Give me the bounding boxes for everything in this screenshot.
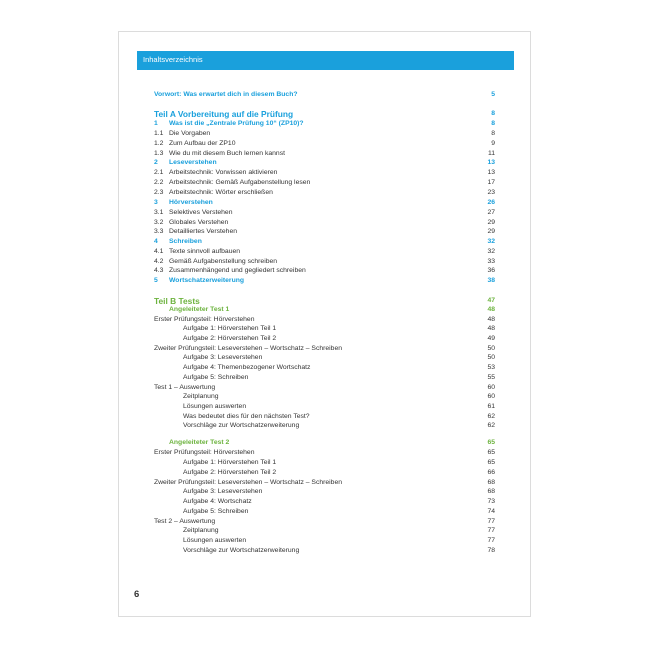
- toc-entry-page: 68: [487, 488, 495, 495]
- toc-entry-label: Teil A Vorbereitung auf die Prüfung: [154, 109, 294, 119]
- toc-entry-page: 77: [487, 537, 495, 544]
- toc-entry-label: Aufgabe 1: Hörverstehen Teil 1: [183, 325, 277, 332]
- toc-entry-label: Zusammenhängend und gegliedert schreiben: [169, 267, 306, 274]
- toc-entry-label: Detailliertes Verstehen: [169, 228, 238, 235]
- toc-entry-label: Wortschatzerweiterung: [169, 277, 245, 284]
- toc-entry-page: 17: [487, 179, 495, 186]
- toc-entry-number: 2.1: [154, 169, 164, 176]
- toc-entry: [154, 536, 495, 546]
- toc-entry: [154, 168, 495, 178]
- toc-entry-number: 2: [154, 159, 158, 166]
- toc-entry-page: 26: [487, 199, 495, 206]
- toc-entry-page: 49: [487, 335, 495, 342]
- toc-entry-number: 4.2: [154, 258, 164, 265]
- toc-entry-label: Zeitplanung: [183, 527, 219, 534]
- toc-entry-number: 2.2: [154, 179, 164, 186]
- toc-entry-page: 77: [487, 518, 495, 525]
- toc-entry: [154, 438, 495, 448]
- toc-entry-label: Schreiben: [169, 238, 202, 245]
- toc-entry: [154, 507, 495, 517]
- toc-entry-label: Test 1 – Auswertung: [154, 384, 216, 391]
- toc-entry: [154, 198, 495, 208]
- toc-entry-number: 3.1: [154, 209, 164, 216]
- toc-entry-page: 65: [487, 459, 495, 466]
- toc-entry: [154, 188, 495, 198]
- toc-entry-page: 62: [487, 422, 495, 429]
- toc-entry-label: Aufgabe 5: Schreiben: [183, 374, 249, 381]
- toc-entry: [154, 324, 495, 334]
- toc-entry-label: Zweiter Prüfungsteil: Leseverstehen – Wortschatz – Schreiben: [154, 345, 343, 352]
- toc-entry-label: Arbeitstechnik: Gemäß Aufgabenstellung lesen: [169, 179, 311, 186]
- toc-entry-page: 60: [487, 384, 495, 391]
- toc-entry-label: Test 2 – Auswertung: [154, 518, 216, 525]
- toc-entry-page: 13: [487, 159, 495, 166]
- toc-entry: [154, 208, 495, 218]
- toc-entry-label: Leseverstehen: [169, 159, 217, 166]
- toc-entry: [154, 448, 495, 458]
- toc-entry-page: 62: [487, 413, 495, 420]
- toc-entry: [154, 497, 495, 507]
- toc-entry-label: Die Vorgaben: [169, 130, 211, 137]
- toc-entry-page: 73: [487, 498, 495, 505]
- toc-entry: [154, 129, 495, 139]
- toc-entry-number: 1: [154, 120, 158, 127]
- toc-entry-label: Arbeitstechnik: Wörter erschließen: [169, 189, 273, 196]
- toc-entry-label: Wie du mit diesem Buch lernen kannst: [169, 150, 285, 157]
- toc-entry-number: 4.1: [154, 248, 164, 255]
- toc-entry-label: Was bedeutet dies für den nächsten Test?: [183, 413, 310, 420]
- toc-entry: [154, 458, 495, 468]
- toc-entry: [154, 90, 495, 100]
- toc-entry-label: Aufgabe 3: Leseverstehen: [183, 488, 263, 495]
- toc-entry-page: 8: [491, 110, 495, 117]
- toc-entry-label: Was ist die „Zentrale Prüfung 10“ (ZP10)?: [169, 120, 304, 127]
- toc-entry-number: 1.3: [154, 150, 164, 157]
- toc-entry-page: 32: [487, 238, 495, 245]
- toc-entry-label: Lösungen auswerten: [183, 537, 247, 544]
- toc-entry-page: 78: [487, 547, 495, 554]
- toc-entry-page: 53: [487, 364, 495, 371]
- toc-entry-label: Aufgabe 4: Themenbezogener Wortschatz: [183, 364, 311, 371]
- toc-entry: [154, 402, 495, 412]
- toc-entry: [154, 158, 495, 168]
- toc-entry-number: 4.3: [154, 267, 164, 274]
- toc-entry-page: 74: [487, 508, 495, 515]
- toc-entry: [154, 334, 495, 344]
- toc-entry: [154, 487, 495, 497]
- toc-entry-label: Teil B Tests: [154, 296, 200, 306]
- toc-entry-page: 48: [487, 316, 495, 323]
- toc-entry-page: 5: [491, 91, 495, 98]
- toc-entry-label: Erster Prüfungsteil: Hörverstehen: [154, 449, 255, 456]
- page-number: 6: [134, 589, 140, 600]
- toc-entry-label: Aufgabe 2: Hörverstehen Teil 2: [183, 335, 277, 342]
- toc-entry-page: 60: [487, 393, 495, 400]
- toc-entry: [154, 139, 495, 149]
- toc-entry-page: 50: [487, 354, 495, 361]
- toc-entry-label: Globales Verstehen: [169, 219, 229, 226]
- toc-entry-label: Texte sinnvoll aufbauen: [169, 248, 241, 255]
- toc-entry-number: 1.1: [154, 130, 164, 137]
- toc-entry: [154, 266, 495, 276]
- toc-entry: [154, 119, 495, 129]
- toc-entry: [154, 227, 495, 237]
- toc-entry: [154, 373, 495, 383]
- toc-entry-label: Aufgabe 1: Hörverstehen Teil 1: [183, 459, 277, 466]
- toc-entry-page: 33: [487, 258, 495, 265]
- toc-entry-number: 5: [154, 277, 158, 284]
- toc-entry-label: Aufgabe 2: Hörverstehen Teil 2: [183, 469, 277, 476]
- toc-entry: [154, 421, 495, 431]
- toc-entry-page: 48: [487, 325, 495, 332]
- toc-entry-label: Zeitplanung: [183, 393, 219, 400]
- toc-entry-label: Aufgabe 3: Leseverstehen: [183, 354, 263, 361]
- toc-entry: [154, 546, 495, 556]
- toc-entry-label: Vorschläge zur Wortschatzerweiterung: [183, 422, 300, 429]
- toc-entry-label: Aufgabe 5: Schreiben: [183, 508, 249, 515]
- toc-entry-page: 38: [487, 277, 495, 284]
- toc-entry-label: Aufgabe 4: Wortschatz: [183, 498, 252, 505]
- toc-entry: [154, 305, 495, 315]
- toc-entry-label: Zum Aufbau der ZP10: [169, 140, 236, 147]
- toc-entry-label: Erster Prüfungsteil: Hörverstehen: [154, 316, 255, 323]
- toc-entry-page: 29: [487, 228, 495, 235]
- toc-entry-label: Angeleiteter Test 2: [169, 439, 230, 446]
- toc-entry-label: Angeleiteter Test 1: [169, 306, 230, 313]
- toc-entry-label: Arbeitstechnik: Vorwissen aktivieren: [169, 169, 278, 176]
- toc-entry: [154, 468, 495, 478]
- toc-entry: [154, 392, 495, 402]
- toc-entry-page: 23: [487, 189, 495, 196]
- toc-entry-page: 47: [487, 297, 495, 304]
- toc-entry-page: 55: [487, 374, 495, 381]
- toc-entry-page: 68: [487, 479, 495, 486]
- toc-entry-label: Lösungen auswerten: [183, 403, 247, 410]
- toc-entry-page: 65: [487, 439, 495, 446]
- toc-entry-label: Vorschläge zur Wortschatzerweiterung: [183, 547, 300, 554]
- toc-entry-page: 66: [487, 469, 495, 476]
- toc-entry-label: Gemäß Aufgabenstellung schreiben: [169, 258, 278, 265]
- toc-entry-page: 8: [491, 120, 495, 127]
- toc-entry-number: 3: [154, 199, 158, 206]
- toc-entry-label: Vorwort: Was erwartet dich in diesem Buch?: [154, 91, 298, 98]
- toc-entry: [154, 353, 495, 363]
- toc-entry-page: 9: [491, 140, 495, 147]
- book-page: [118, 31, 531, 617]
- toc-entry-page: 32: [487, 248, 495, 255]
- toc-entry-page: 36: [487, 267, 495, 274]
- toc-entry-number: 4: [154, 238, 158, 245]
- toc-entry-label: Selektives Verstehen: [169, 209, 233, 216]
- toc-entry-page: 61: [487, 403, 495, 410]
- toc-entry-page: 48: [487, 306, 495, 313]
- toc-entry-label: Zweiter Prüfungsteil: Leseverstehen – Wortschatz – Schreiben: [154, 479, 343, 486]
- toc-entry: [154, 276, 495, 286]
- toc-entry: [154, 237, 495, 247]
- header-bar: [137, 51, 514, 70]
- toc-entry-page: 27: [487, 209, 495, 216]
- toc-entry-page: 50: [487, 345, 495, 352]
- page-title: Inhaltsverzeichnis: [143, 55, 203, 64]
- toc-entry: [154, 526, 495, 536]
- toc-entry-number: 1.2: [154, 140, 164, 147]
- toc-entry-number: 2.3: [154, 189, 164, 196]
- toc-entry: [154, 178, 495, 188]
- toc-entry-page: 13: [487, 169, 495, 176]
- toc-entry-page: 11: [487, 150, 495, 157]
- toc-entry-page: 8: [491, 130, 495, 137]
- toc-entry-page: 65: [487, 449, 495, 456]
- toc-entry-number: 3.2: [154, 219, 164, 226]
- toc-entry-number: 3.3: [154, 228, 164, 235]
- toc-entry-page: 29: [487, 219, 495, 226]
- toc-entry-label: Hörverstehen: [169, 199, 213, 206]
- toc-entry: [154, 247, 495, 257]
- toc-entry-page: 77: [487, 527, 495, 534]
- toc-entry: [154, 363, 495, 373]
